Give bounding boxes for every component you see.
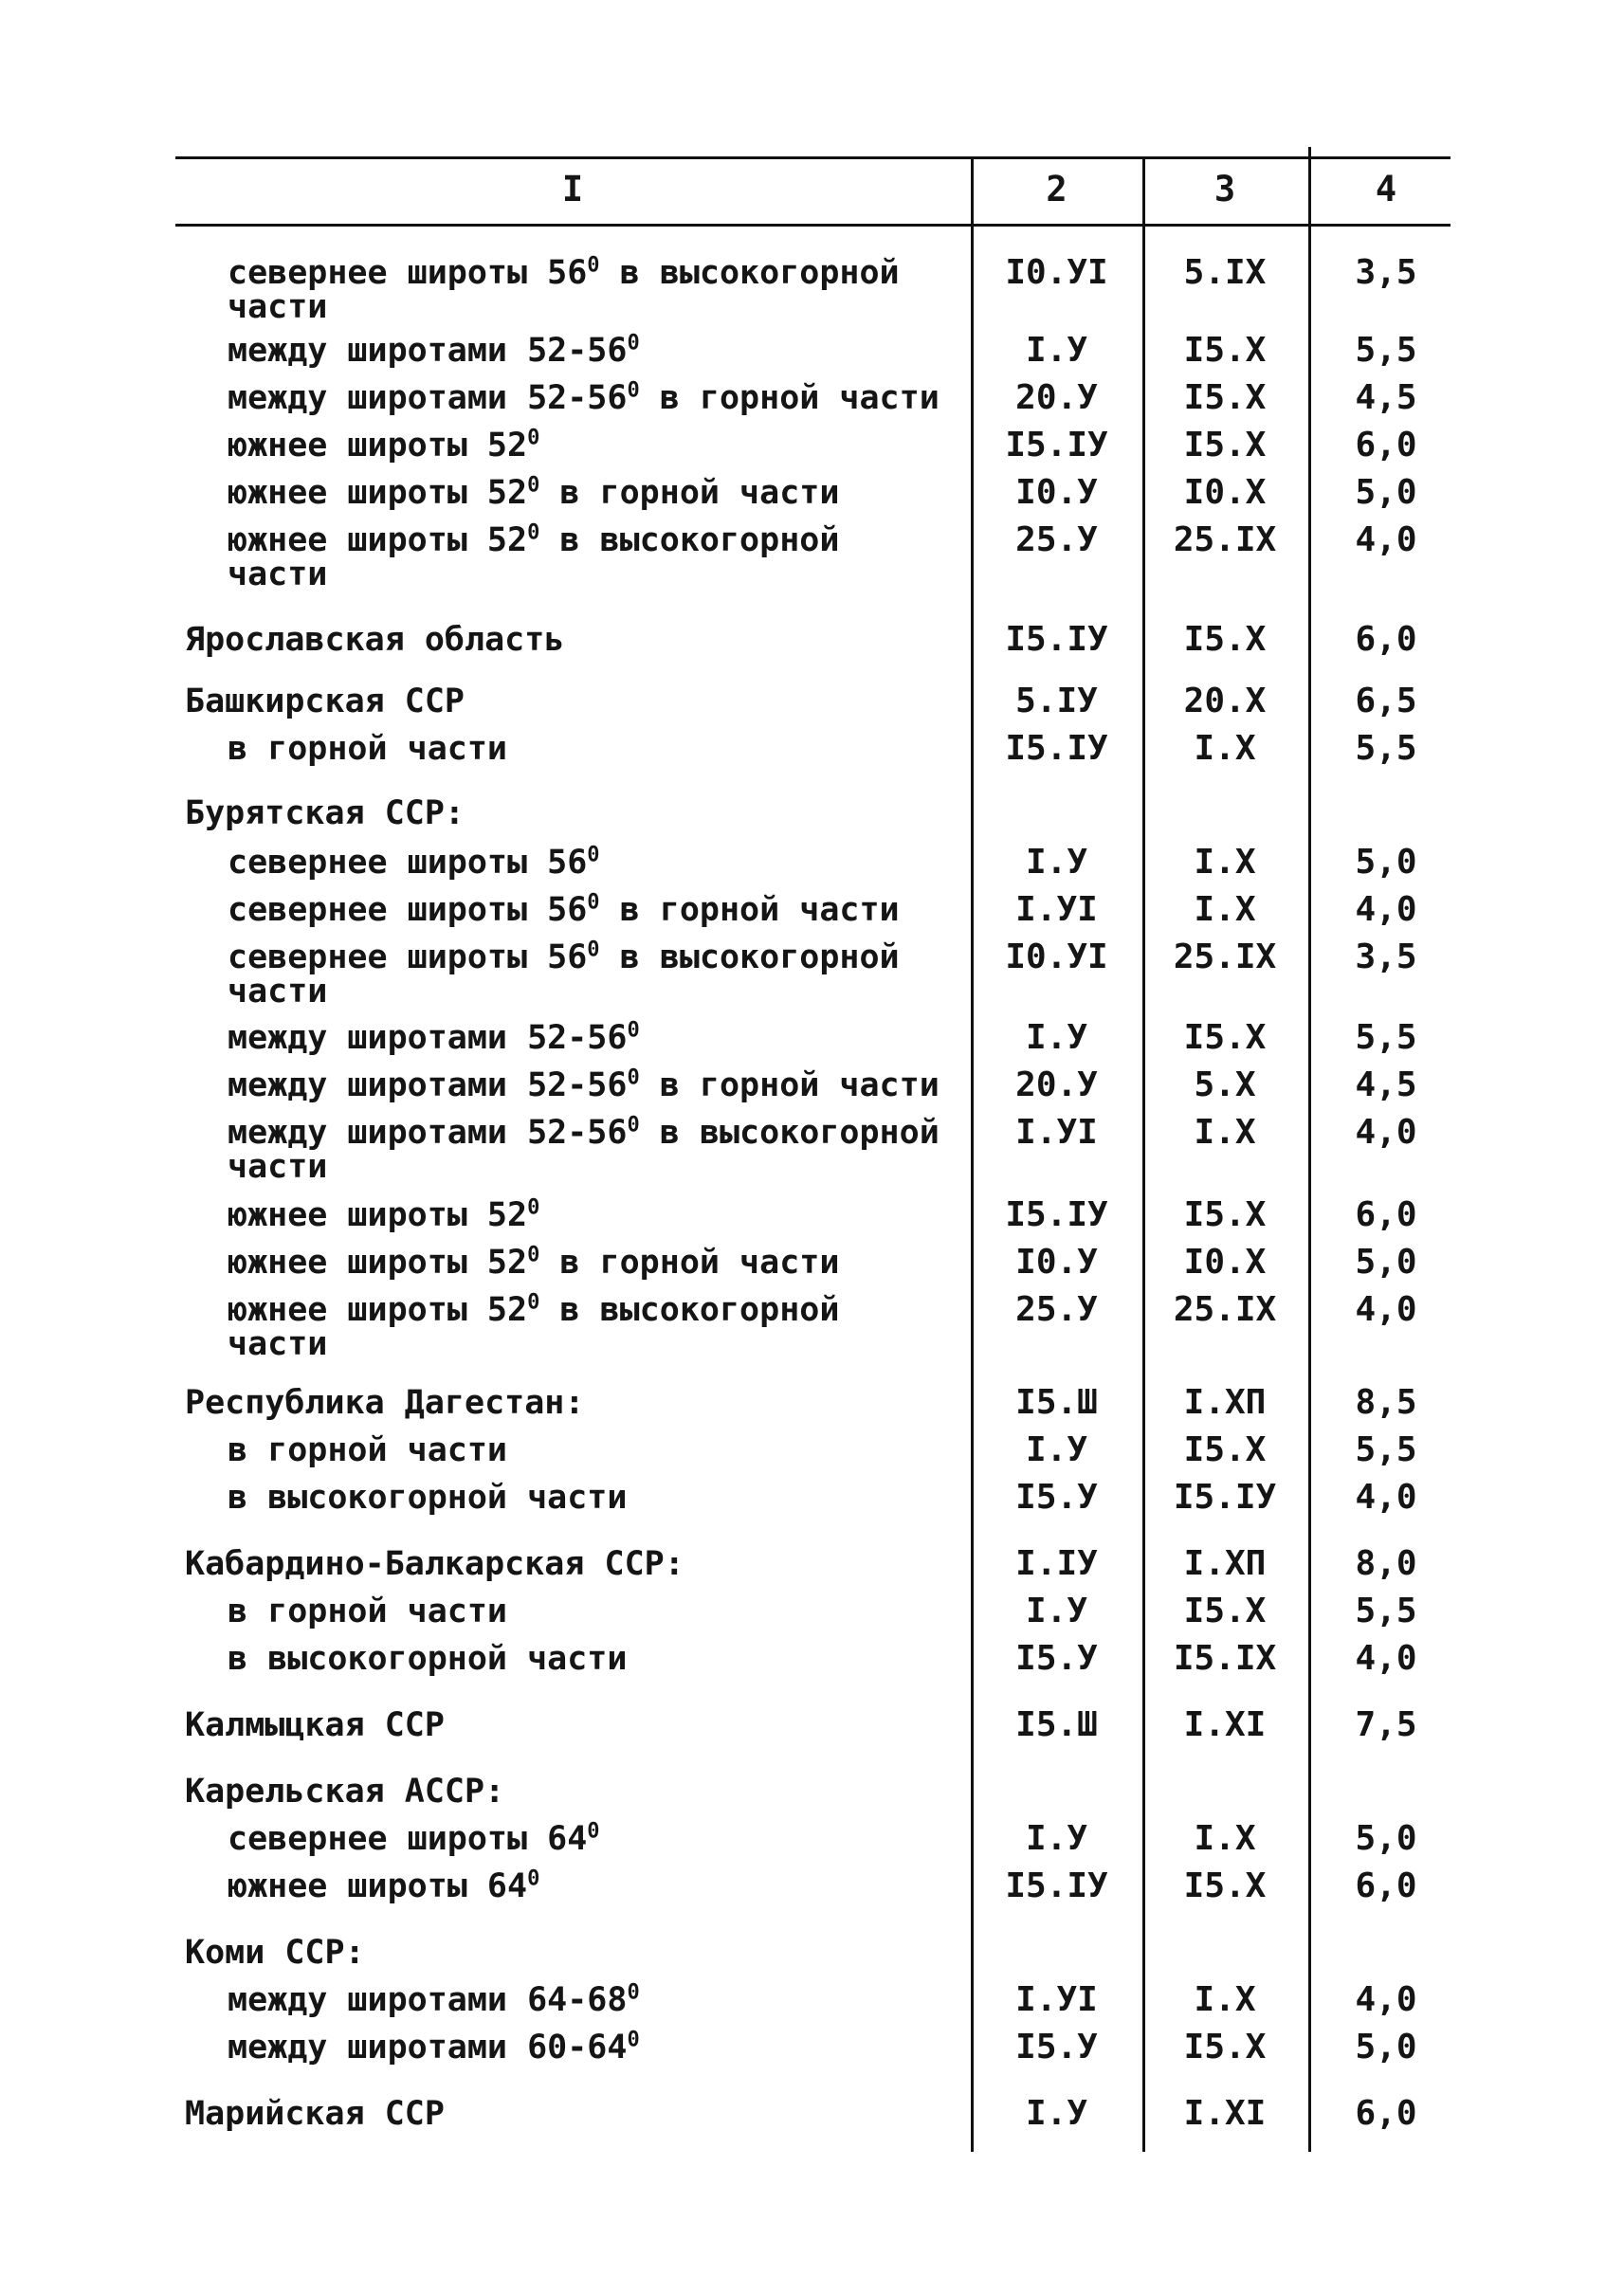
row-label — [228, 1066, 940, 1104]
col-4-value: 4,0 — [1355, 1478, 1417, 1517]
col-3-date-end: I5.X — [1183, 1592, 1267, 1630]
row-label — [228, 427, 539, 464]
row-label-text: южнее широты 52 — [228, 1196, 528, 1234]
col-4-value: 3,5 — [1355, 253, 1417, 292]
col-2-date-start: I.У — [1025, 1018, 1088, 1057]
row-label-text: южнее широты 52 — [228, 1244, 528, 1282]
col-2-date-start: I.У — [1025, 2094, 1088, 2133]
row-label — [228, 1019, 640, 1057]
row-label — [228, 938, 900, 1010]
col-4-value: 5,5 — [1355, 729, 1417, 768]
col-3-date-end: I.X — [1194, 843, 1256, 882]
row-label-text: между широтами 52-56 — [228, 1114, 628, 1152]
col-2-date-start: I.УI — [1015, 890, 1098, 929]
col-4-value: 6,0 — [1355, 620, 1417, 659]
col-3-date-end: I.XП — [1183, 1383, 1267, 1422]
col-2-date-start: I.У — [1025, 843, 1088, 882]
row-label — [185, 1545, 684, 1583]
col-4-value: 6,0 — [1355, 426, 1417, 464]
col-4-value: 6,0 — [1355, 1195, 1417, 1234]
row-label-text: Коми ССР: — [185, 1934, 365, 1972]
col-2-date-start: I5.У — [1015, 2028, 1098, 2066]
col-2-date-start: I0.У — [1015, 1243, 1098, 1282]
degree-mark: 0 — [627, 2028, 640, 2052]
row-label-text: в горной части — [228, 1431, 508, 1469]
row-label — [228, 254, 900, 326]
degree-mark: 0 — [527, 473, 540, 498]
col-4-value: 5,5 — [1355, 1592, 1417, 1630]
row-label-text: Башкирская ССР — [185, 683, 465, 720]
col-3-date-end: I0.X — [1183, 1243, 1267, 1282]
row-label — [185, 683, 465, 720]
header-col-1: I — [561, 169, 584, 209]
row-label-rest: в горной части — [599, 891, 900, 929]
col-2-date-start: 25.У — [1015, 520, 1098, 559]
col-4-value: 5,5 — [1355, 1018, 1417, 1057]
header-col-2: 2 — [1046, 169, 1067, 209]
row-label-text: между широтами 52-56 — [228, 1019, 628, 1057]
col-2-date-start: I5.IУ — [1005, 1195, 1108, 1234]
header-bottom-rule — [175, 224, 1451, 227]
row-label — [228, 1593, 507, 1630]
degree-mark: 0 — [527, 520, 540, 545]
col-2-date-start: I.У — [1025, 1819, 1088, 1858]
row-label — [185, 794, 465, 832]
col-3-date-end: I5.IУ — [1173, 1478, 1277, 1517]
col-3-date-end: I5.X — [1183, 378, 1267, 417]
row-label — [228, 1244, 839, 1282]
header-col-4: 4 — [1375, 169, 1397, 209]
col-2-date-start: I.УI — [1015, 1980, 1098, 2019]
row-label-text: Марийская ССР — [185, 2095, 445, 2133]
row-label-wrap: части — [228, 1325, 328, 1363]
row-label-text: в высокогорной части — [228, 1640, 628, 1678]
row-label — [185, 1934, 365, 1972]
col-2-date-start: I.У — [1025, 331, 1088, 370]
row-label-wrap: части — [228, 555, 328, 593]
col-4-value: 5,5 — [1355, 331, 1417, 370]
col-4-value: 4,0 — [1355, 520, 1417, 559]
row-label-rest: в высокогорной — [599, 254, 900, 292]
col-4-value: 4,0 — [1355, 1980, 1417, 2019]
row-label-wrap: части — [228, 1148, 328, 1186]
col-3-date-end: I5.X — [1183, 620, 1267, 659]
col-2-date-start: I0.УI — [1005, 938, 1108, 976]
row-label-text: между широтами 52-56 — [228, 332, 628, 370]
col-3-date-end: I5.X — [1183, 1018, 1267, 1057]
col-4-value: 4,0 — [1355, 1290, 1417, 1329]
row-label — [228, 730, 507, 768]
row-label-text: Республика Дагестан: — [185, 1384, 585, 1422]
col-4-value: 4,0 — [1355, 1639, 1417, 1678]
row-label-text: южнее широты 64 — [228, 1867, 528, 1905]
row-label-text: между широтами 60-64 — [228, 2029, 628, 2066]
row-label — [228, 1291, 839, 1363]
row-label-text: севернее широты 64 — [228, 1820, 588, 1858]
col-2-date-start: 20.У — [1015, 1065, 1098, 1104]
row-label-text: в горной части — [228, 730, 508, 768]
col-3-date-end: I5.X — [1183, 426, 1267, 464]
row-label — [185, 1773, 504, 1811]
col-3-date-end: I5.X — [1183, 2028, 1267, 2066]
col-2-date-start: I.У — [1025, 1592, 1088, 1630]
row-label-text: в горной части — [228, 1593, 508, 1630]
row-label-rest: в высокогорной — [539, 521, 840, 559]
col-3-date-end: I5.X — [1183, 1195, 1267, 1234]
col-2-date-start: I0.УI — [1005, 253, 1108, 292]
row-label — [228, 891, 900, 929]
col-4-value: 6,0 — [1355, 1866, 1417, 1905]
col-2-date-start: I5.Ш — [1015, 1383, 1098, 1422]
col-2-date-start: I5.IУ — [1005, 729, 1108, 768]
row-label-text: в высокогорной части — [228, 1479, 628, 1517]
row-label-wrap: части — [228, 288, 328, 326]
degree-mark: 0 — [627, 1018, 640, 1043]
row-label — [228, 1431, 507, 1469]
col-3-date-end: I.X — [1194, 1980, 1256, 2019]
row-label-text: Ярославская область — [185, 621, 565, 659]
col-4-value: 5,0 — [1355, 1243, 1417, 1282]
degree-mark: 0 — [527, 1290, 540, 1315]
col-4-value: 4,0 — [1355, 890, 1417, 929]
row-label-rest: в горной части — [539, 474, 840, 512]
row-label-text: Бурятская ССР: — [185, 794, 465, 832]
degree-mark: 0 — [627, 378, 640, 403]
col-2-date-start: I5.IУ — [1005, 426, 1108, 464]
col-2-date-start: 20.У — [1015, 378, 1098, 417]
col-4-value: 5,0 — [1355, 473, 1417, 512]
row-label — [228, 1114, 940, 1186]
row-label-text: южнее широты 52 — [228, 474, 528, 512]
row-label — [228, 379, 940, 417]
col-2-date-start: 5.IУ — [1015, 682, 1098, 720]
col-3-date-end: 5.X — [1194, 1065, 1256, 1104]
row-label — [228, 1196, 539, 1234]
degree-mark: 0 — [627, 1113, 640, 1138]
row-label-rest: в горной части — [639, 1066, 940, 1104]
col-3-date-end: 20.X — [1183, 682, 1267, 720]
col-2-date-start: I5.IУ — [1005, 1866, 1108, 1905]
col-3-date-end: I0.X — [1183, 473, 1267, 512]
row-label-rest: в горной части — [639, 379, 940, 417]
degree-mark: 0 — [587, 843, 600, 867]
row-label-text: севернее широты 56 — [228, 254, 588, 292]
col-3-date-end: I.XП — [1183, 1544, 1267, 1583]
col-3-date-end: I.X — [1194, 729, 1256, 768]
row-label-text: севернее широты 56 — [228, 938, 588, 976]
row-label-rest: в высокогорной — [639, 1114, 940, 1152]
col-4-value: 8,5 — [1355, 1383, 1417, 1422]
col-3-date-end: I5.X — [1183, 1430, 1267, 1469]
col-4-value: 6,5 — [1355, 682, 1417, 720]
col-4-value: 4,5 — [1355, 378, 1417, 417]
row-label-rest: в горной части — [539, 1244, 840, 1282]
col-3-date-end: I5.X — [1183, 1866, 1267, 1905]
col-3-date-end: I.X — [1194, 890, 1256, 929]
col-2-date-start: I5.У — [1015, 1478, 1098, 1517]
col-3-date-end: I5.X — [1183, 331, 1267, 370]
col-4-value: 5,5 — [1355, 1430, 1417, 1469]
col-4-value: 7,5 — [1355, 1705, 1417, 1744]
degree-mark: 0 — [587, 1819, 600, 1844]
col-2-date-start: I0.У — [1015, 473, 1098, 512]
col-2-date-start: I5.У — [1015, 1639, 1098, 1678]
degree-mark: 0 — [627, 331, 640, 355]
col-4-value: 5,0 — [1355, 1819, 1417, 1858]
col-4-value: 3,5 — [1355, 938, 1417, 976]
col-4-value: 6,0 — [1355, 2094, 1417, 2133]
row-label — [228, 1867, 539, 1905]
row-label-text: между широтами 52-56 — [228, 379, 628, 417]
row-label — [185, 2095, 445, 2133]
row-label-text: севернее широты 56 — [228, 844, 588, 882]
row-label-text: севернее широты 56 — [228, 891, 588, 929]
degree-mark: 0 — [527, 1866, 540, 1891]
row-label — [228, 2029, 640, 2066]
col-3-date-end: 25.IX — [1173, 1290, 1277, 1329]
degree-mark: 0 — [527, 1195, 540, 1220]
row-label — [228, 474, 839, 512]
row-label — [228, 332, 640, 370]
row-label-text: Карельская АССР: — [185, 1773, 505, 1811]
col-3-date-end: I.X — [1194, 1113, 1256, 1152]
col-3-date-end: I.XI — [1183, 1705, 1267, 1744]
row-label-text: между широтами 52-56 — [228, 1066, 628, 1104]
row-label — [185, 1706, 445, 1744]
row-label — [228, 1479, 627, 1517]
col-4-value: 8,0 — [1355, 1544, 1417, 1583]
degree-mark: 0 — [527, 1243, 540, 1267]
row-label — [185, 1384, 584, 1422]
col-4-value: 5,0 — [1355, 843, 1417, 882]
col-2-date-start: I.IУ — [1015, 1544, 1098, 1583]
degree-mark: 0 — [587, 253, 600, 278]
degree-mark: 0 — [587, 938, 600, 962]
col-2-date-start: I5.Ш — [1015, 1705, 1098, 1744]
row-label — [228, 1981, 640, 2019]
row-label-rest: в высокогорной — [539, 1291, 840, 1329]
degree-mark: 0 — [627, 1980, 640, 2005]
row-label-text: южнее широты 52 — [228, 1291, 528, 1329]
col-4-value: 4,5 — [1355, 1065, 1417, 1104]
row-label-wrap: части — [228, 973, 328, 1010]
degree-mark: 0 — [527, 426, 540, 450]
col-4-value: 5,0 — [1355, 2028, 1417, 2066]
row-label — [228, 1640, 627, 1678]
row-label-text: южнее широты 52 — [228, 427, 528, 464]
col-2-date-start: 25.У — [1015, 1290, 1098, 1329]
row-label-text: Калмыцкая ССР — [185, 1706, 445, 1744]
col-3-date-end: 25.IX — [1173, 520, 1277, 559]
row-label — [228, 1820, 600, 1858]
degree-mark: 0 — [627, 1065, 640, 1090]
col-3-date-end: I.X — [1194, 1819, 1256, 1858]
row-label — [228, 521, 839, 593]
col-3-date-end: I.XI — [1183, 2094, 1267, 2133]
col-4-value: 4,0 — [1355, 1113, 1417, 1152]
row-label — [185, 621, 564, 659]
col-3-date-end: 25.IX — [1173, 938, 1277, 976]
col-3-date-end: 5.IX — [1183, 253, 1267, 292]
row-label-text: между широтами 64-68 — [228, 1981, 628, 2019]
header-col-3: 3 — [1213, 169, 1236, 209]
col-2-date-start: I.УI — [1015, 1113, 1098, 1152]
col-2-date-start: I5.IУ — [1005, 620, 1108, 659]
row-label-text: Кабардино-Балкарская ССР: — [185, 1545, 684, 1583]
degree-mark: 0 — [587, 890, 600, 915]
col-3-date-end: I5.IX — [1173, 1639, 1277, 1678]
col-2-date-start: I.У — [1025, 1430, 1088, 1469]
row-label-rest: в высокогорной — [599, 938, 900, 976]
row-label — [228, 844, 600, 882]
row-label-text: южнее широты 52 — [228, 521, 528, 559]
table-top-rule — [175, 156, 1451, 159]
